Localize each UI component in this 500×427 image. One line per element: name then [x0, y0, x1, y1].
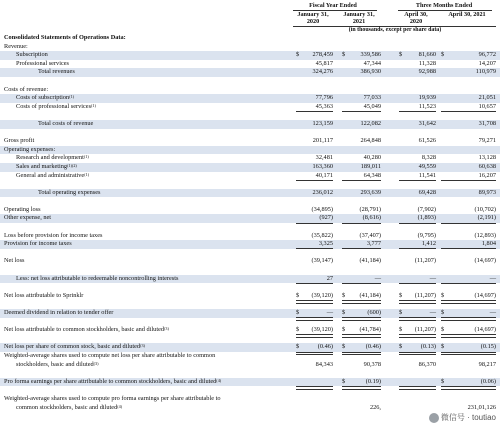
value-cell: 339,586 [360, 51, 381, 59]
table-row [0, 137, 500, 146]
currency-symbol: $ [441, 377, 445, 385]
value-cell: 236,012 [312, 188, 333, 196]
table-row [0, 283, 500, 292]
row-label: Subscription [16, 51, 48, 59]
value-cell: (14,697) [474, 257, 496, 265]
value-cell: 11,523 [418, 102, 436, 110]
value-cell: (0.13) [420, 343, 436, 351]
header-three-months: Three Months Ended [415, 2, 473, 9]
value-cell: 69,428 [418, 188, 436, 196]
row-label: General and administrative$^{(1)}$ [16, 171, 90, 179]
table-row [0, 352, 500, 361]
row-label: Deemed dividend in relation to tender offer [4, 309, 114, 316]
value-cell: — [326, 309, 333, 316]
watermark [429, 413, 496, 423]
value-cell: (10,702) [474, 205, 496, 213]
value-cell: 81,660 [418, 51, 436, 59]
value-cell: 264,848 [360, 137, 381, 145]
value-cell: 11,541 [418, 171, 436, 179]
row-label: Operating loss [4, 205, 41, 213]
value-cell: 32,481 [315, 154, 333, 162]
value-cell: (0.19) [365, 377, 381, 385]
row-label: Weighted-average shares used to compute net loss per share attributable to common [4, 351, 216, 359]
col-head-2: April 30, 2020 [404, 11, 428, 25]
row-label: Revenue: [4, 42, 28, 50]
value-cell: 86,370 [418, 360, 436, 368]
value-cell: 47,344 [363, 59, 381, 67]
value-cell: 21,051 [478, 94, 496, 102]
footnote-marker: (1) [69, 94, 75, 100]
value-cell: 89,973 [478, 188, 496, 196]
table-row [0, 275, 500, 284]
value-cell: 77,796 [315, 94, 333, 102]
value-cell: — [489, 309, 496, 316]
table-row [0, 172, 500, 181]
row-label: Loss before provision for income taxes [4, 231, 103, 239]
table-row [0, 111, 500, 120]
value-cell: 79,271 [478, 137, 496, 145]
currency-symbol: $ [441, 51, 445, 59]
col-head-3: April 30, 2021 [448, 11, 486, 18]
table-row [0, 103, 500, 112]
table-row [0, 386, 500, 395]
table-row [0, 257, 500, 266]
value-cell: 16,207 [478, 171, 496, 179]
footnote-marker: (3) [164, 326, 169, 332]
table-row [0, 240, 500, 249]
currency-symbol: $ [342, 309, 346, 316]
value-cell: (11,207) [414, 257, 436, 265]
value-cell: (0.06) [480, 377, 496, 385]
currency-symbol: $ [342, 343, 346, 351]
currency-symbol: $ [399, 291, 403, 299]
value-cell: (11,207) [414, 326, 436, 334]
row-label: Net loss attributable to Sprinklr [4, 291, 84, 299]
table-row [0, 77, 500, 86]
table-row [0, 34, 500, 43]
footnote-marker: (3) [140, 343, 145, 349]
row-label: Total revenues [38, 68, 75, 76]
value-cell: (39,120) [311, 291, 333, 299]
value-cell: (39,147) [311, 257, 333, 265]
table-row [0, 378, 500, 387]
table-row [0, 214, 500, 223]
value-cell: — [429, 274, 436, 282]
table-row [0, 197, 500, 206]
value-cell: 163,360 [312, 162, 333, 170]
value-cell: (927) [319, 214, 333, 222]
header-fiscal-year: Fiscal Year Ended [309, 2, 357, 9]
table-row [0, 369, 500, 378]
value-cell: 27 [326, 274, 333, 282]
table-row [0, 60, 500, 69]
row-label: stockholders, basic and diluted$^{(3)}$ [16, 360, 99, 368]
value-cell: (12,893) [474, 231, 496, 239]
row-label: Sales and marketing$^{(1)(2)}$ [16, 162, 77, 170]
value-cell: 123,159 [312, 119, 333, 127]
value-cell: (41,184) [359, 257, 381, 265]
table-row [0, 249, 500, 258]
value-cell: 189,011 [360, 162, 381, 170]
value-cell: 1,804 [481, 240, 496, 248]
table-row [0, 163, 500, 172]
table-row [0, 232, 500, 241]
value-cell: 84,343 [315, 360, 333, 368]
table-row [0, 326, 500, 335]
value-cell: 64,348 [363, 171, 381, 179]
table-row [0, 292, 500, 301]
currency-symbol: $ [296, 343, 300, 351]
table-row [0, 86, 500, 95]
income-statement-table [0, 34, 500, 412]
value-cell: 13,128 [478, 154, 496, 162]
col-head-0: January 31, 2020 [297, 11, 329, 25]
value-cell: 324,276 [312, 68, 333, 76]
row-label: Weighted-average shares used to compute pro forma earnings per share attributable to [4, 394, 221, 402]
value-cell: 201,117 [312, 137, 333, 145]
value-cell: (34,895) [311, 205, 333, 213]
table-row [0, 361, 500, 370]
row-label: Operating expenses: [4, 145, 56, 153]
value-cell: 293,639 [360, 188, 381, 196]
value-cell: (35,822) [311, 231, 333, 239]
value-cell: 40,280 [363, 154, 381, 162]
row-label: Other expense, net [4, 214, 52, 222]
currency-symbol: $ [441, 343, 445, 351]
value-cell: (41,184) [359, 291, 381, 299]
currency-symbol: $ [296, 51, 300, 59]
value-cell: 49,559 [418, 162, 436, 170]
value-cell: (39,120) [311, 326, 333, 334]
currency-symbol: $ [296, 326, 300, 334]
footnote-marker: (1) [84, 171, 90, 177]
table-row [0, 189, 500, 198]
value-cell: 278,459 [312, 51, 333, 59]
value-cell: 45,363 [315, 102, 333, 110]
value-cell: 31,642 [418, 119, 436, 127]
value-cell: 90,378 [363, 360, 381, 368]
value-cell: 45,049 [363, 102, 381, 110]
value-cell: 98,217 [478, 360, 496, 368]
row-label: Net loss per share of common stock, basic and diluted$^{(3)}$ [4, 343, 145, 351]
row-label: common stockholders, basic and diluted$^{(4)}$ [16, 403, 123, 411]
value-cell: (7,902) [417, 205, 436, 213]
row-label: Costs of professional services$^{(1)}$ [16, 102, 96, 110]
value-cell: 231,01,126 [467, 403, 496, 411]
table-row [0, 404, 500, 413]
value-cell: (2,191) [477, 214, 496, 222]
footnote-marker: (3) [93, 360, 99, 366]
value-cell: 77,033 [363, 94, 381, 102]
value-cell: — [429, 309, 436, 316]
row-label: Gross profit [4, 137, 35, 145]
value-cell: 92,988 [418, 68, 436, 76]
table-row [0, 206, 500, 215]
value-cell: 19,939 [418, 94, 436, 102]
value-cell: 40,171 [315, 171, 333, 179]
value-cell: 110,979 [475, 68, 496, 76]
currency-symbol: $ [399, 326, 403, 334]
footnote-marker: (1) [91, 102, 96, 108]
table-row [0, 335, 500, 344]
value-cell: 386,930 [360, 68, 381, 76]
value-cell: (0.46) [317, 343, 333, 351]
row-label: Costs of subscription$^{(1)}$ [16, 94, 75, 102]
table-row [0, 395, 500, 404]
footnote-marker: (4) [216, 377, 222, 383]
row-label: Total operating expenses [38, 188, 101, 196]
table-row [0, 223, 500, 232]
row-label: Pro forma earnings per share attributable to common stockholders, basic and diluted$^{(4)}$ [4, 377, 222, 385]
table-row [0, 68, 500, 77]
table-row [0, 300, 500, 309]
currency-symbol: $ [296, 291, 300, 299]
table-row [0, 129, 500, 138]
value-cell: 10,657 [478, 102, 496, 110]
currency-symbol: $ [441, 291, 445, 299]
row-label: Provision for income taxes [4, 240, 72, 248]
watermark-text: 微信号 · toutiao [440, 413, 496, 423]
currency-symbol: $ [441, 309, 445, 316]
table-row [0, 309, 500, 318]
row-label: Professional services [16, 59, 69, 67]
value-cell: (28,791) [359, 205, 381, 213]
value-cell: (600) [367, 309, 381, 316]
table-row [0, 43, 500, 52]
value-cell: (9,795) [417, 231, 436, 239]
value-cell: 96,772 [478, 51, 496, 59]
currency-symbol: $ [399, 343, 403, 351]
value-cell: 1,412 [421, 240, 436, 248]
currency-symbol: $ [342, 291, 346, 299]
table-row [0, 318, 500, 327]
value-cell: (0.46) [365, 343, 381, 351]
currency-symbol: $ [342, 377, 346, 385]
table-row [0, 154, 500, 163]
table-row [0, 146, 500, 155]
footnote-marker: (1) [83, 154, 89, 160]
value-cell: (37,407) [359, 231, 381, 239]
currency-symbol: $ [399, 309, 403, 316]
table-row [0, 94, 500, 103]
value-cell: 8,328 [421, 154, 436, 162]
row-label: Net loss [4, 257, 25, 265]
value-cell: — [374, 274, 381, 282]
currency-symbol: $ [342, 326, 346, 334]
value-cell: 3,325 [318, 240, 333, 248]
row-label: Total costs of revenue [38, 119, 94, 127]
value-cell: (11,207) [414, 291, 436, 299]
value-cell: — [489, 274, 496, 282]
value-cell: 61,526 [418, 137, 436, 145]
table-row [0, 51, 500, 60]
table-row [0, 266, 500, 275]
value-cell: (0.15) [480, 343, 496, 351]
value-cell: 14,207 [478, 59, 496, 67]
value-cell: (8,616) [362, 214, 381, 222]
value-cell: 45,817 [315, 59, 333, 67]
table-row [0, 180, 500, 189]
value-cell: (41,784) [359, 326, 381, 334]
units-note: (in thousands, except per share data) [348, 26, 442, 33]
row-label: Research and development$^{(1)}$ [16, 154, 89, 162]
value-cell: 122,082 [360, 119, 381, 127]
row-label: Less: net loss attributable to redeemable noncontrolling interests [16, 274, 179, 282]
value-cell: 3,777 [366, 240, 381, 248]
currency-symbol: $ [399, 51, 403, 59]
value-cell: (14,697) [474, 291, 496, 299]
value-cell: (14,697) [474, 326, 496, 334]
footnote-marker: (1)(2) [67, 162, 77, 168]
currency-symbol: $ [441, 326, 445, 334]
value-cell: (1,893) [417, 214, 436, 222]
col-head-1: January 31, 2021 [343, 11, 375, 25]
wechat-icon [429, 413, 439, 423]
row-label: Costs of revenue: [4, 85, 49, 93]
value-cell: 60,638 [478, 162, 496, 170]
value-cell: 11,328 [418, 59, 436, 67]
currency-symbol: $ [296, 309, 300, 316]
table-row [0, 120, 500, 129]
row-label: Consolidated Statements of Operations Data: [4, 34, 126, 41]
row-label: Net loss attributable to common stockholders, basic and diluted$^{(3)}$ [4, 326, 169, 334]
table-row [0, 343, 500, 352]
currency-symbol: $ [342, 51, 346, 59]
value-cell: 226, [369, 403, 381, 411]
footnote-marker: (4) [117, 403, 123, 409]
value-cell: 31,708 [478, 119, 496, 127]
